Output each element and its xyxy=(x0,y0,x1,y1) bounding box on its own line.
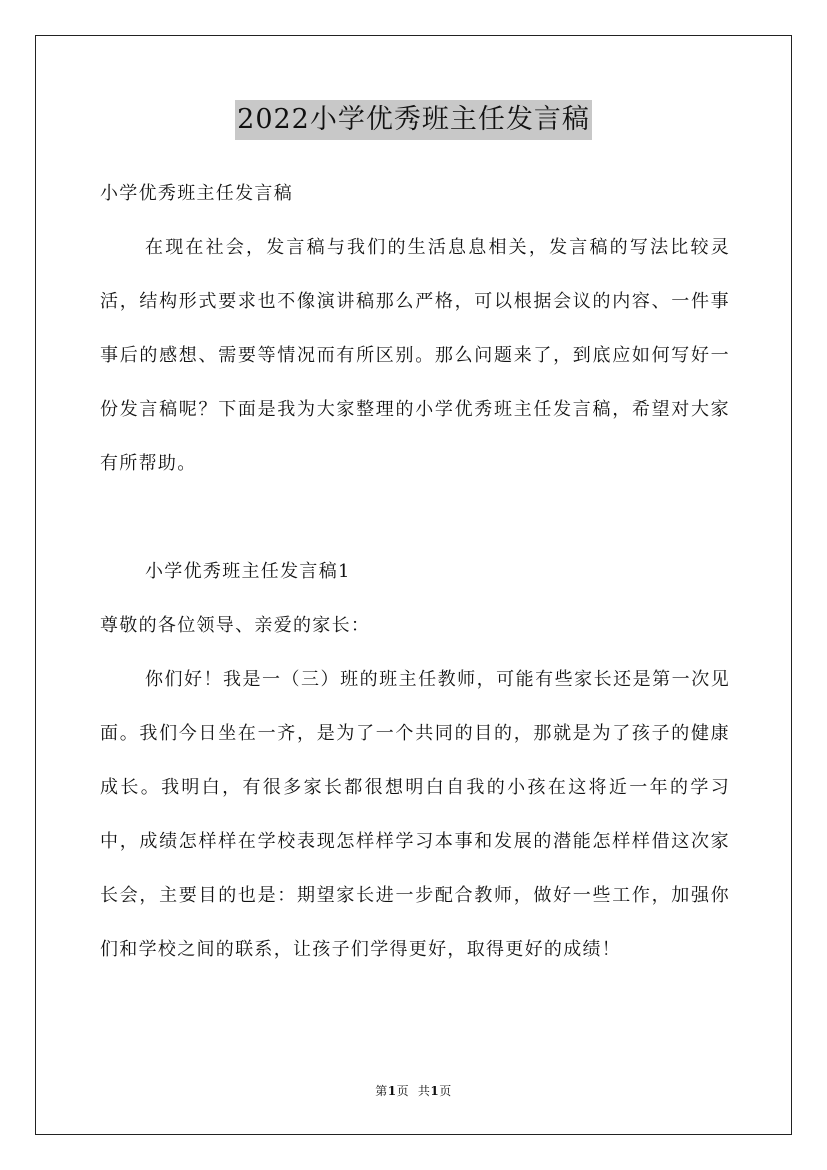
document-subtitle: 小学优秀班主任发言稿 xyxy=(100,183,293,204)
page-unit: 页 xyxy=(396,1084,410,1098)
intro-paragraph: 在现在社会，发言稿与我们的生活息息相关，发言稿的写法比较灵活，结构形式要求也不像演讲稿那么严格，可以根据会议的内容、一件事事后的感想、需要等情况而有所区别。那么问题来了，到底应如何写好一份发言稿呢？下面是我为大家整理的小学优秀班主任发言稿，希望对大家有所帮助。 xyxy=(100,237,730,474)
section-heading: 小学优秀班主任发言稿1 xyxy=(145,561,351,582)
document-title: 2022小学优秀班主任发言稿 xyxy=(235,100,592,140)
body-paragraph: 你们好！我是一（三）班的班主任教师，可能有些家长还是第一次见面。我们今日坐在一齐，是为了一个共同的目的，那就是为了孩子的健康成长。我明白，有很多家长都很想明白自我的小孩在这将近一年的学习中，成绩怎样样在学校表现怎样样学习本事和发展的潜能怎样样借这次家长会，主要目的也是：期望家长进一步配合教师，做好一些工作，加强你们和学校之间的联系，让孩子们学得更好，取得更好的成绩！ xyxy=(100,669,730,960)
page-number: 1 xyxy=(387,1084,397,1098)
total-unit: 页 xyxy=(439,1084,452,1098)
total-pages: 1 xyxy=(430,1084,440,1098)
page-footer xyxy=(0,1082,827,1099)
page-label: 第 xyxy=(375,1084,388,1098)
total-label: 共 xyxy=(417,1084,431,1098)
title-container xyxy=(0,100,827,140)
salutation: 尊敬的各位领导、亲爱的家长： xyxy=(100,615,371,636)
